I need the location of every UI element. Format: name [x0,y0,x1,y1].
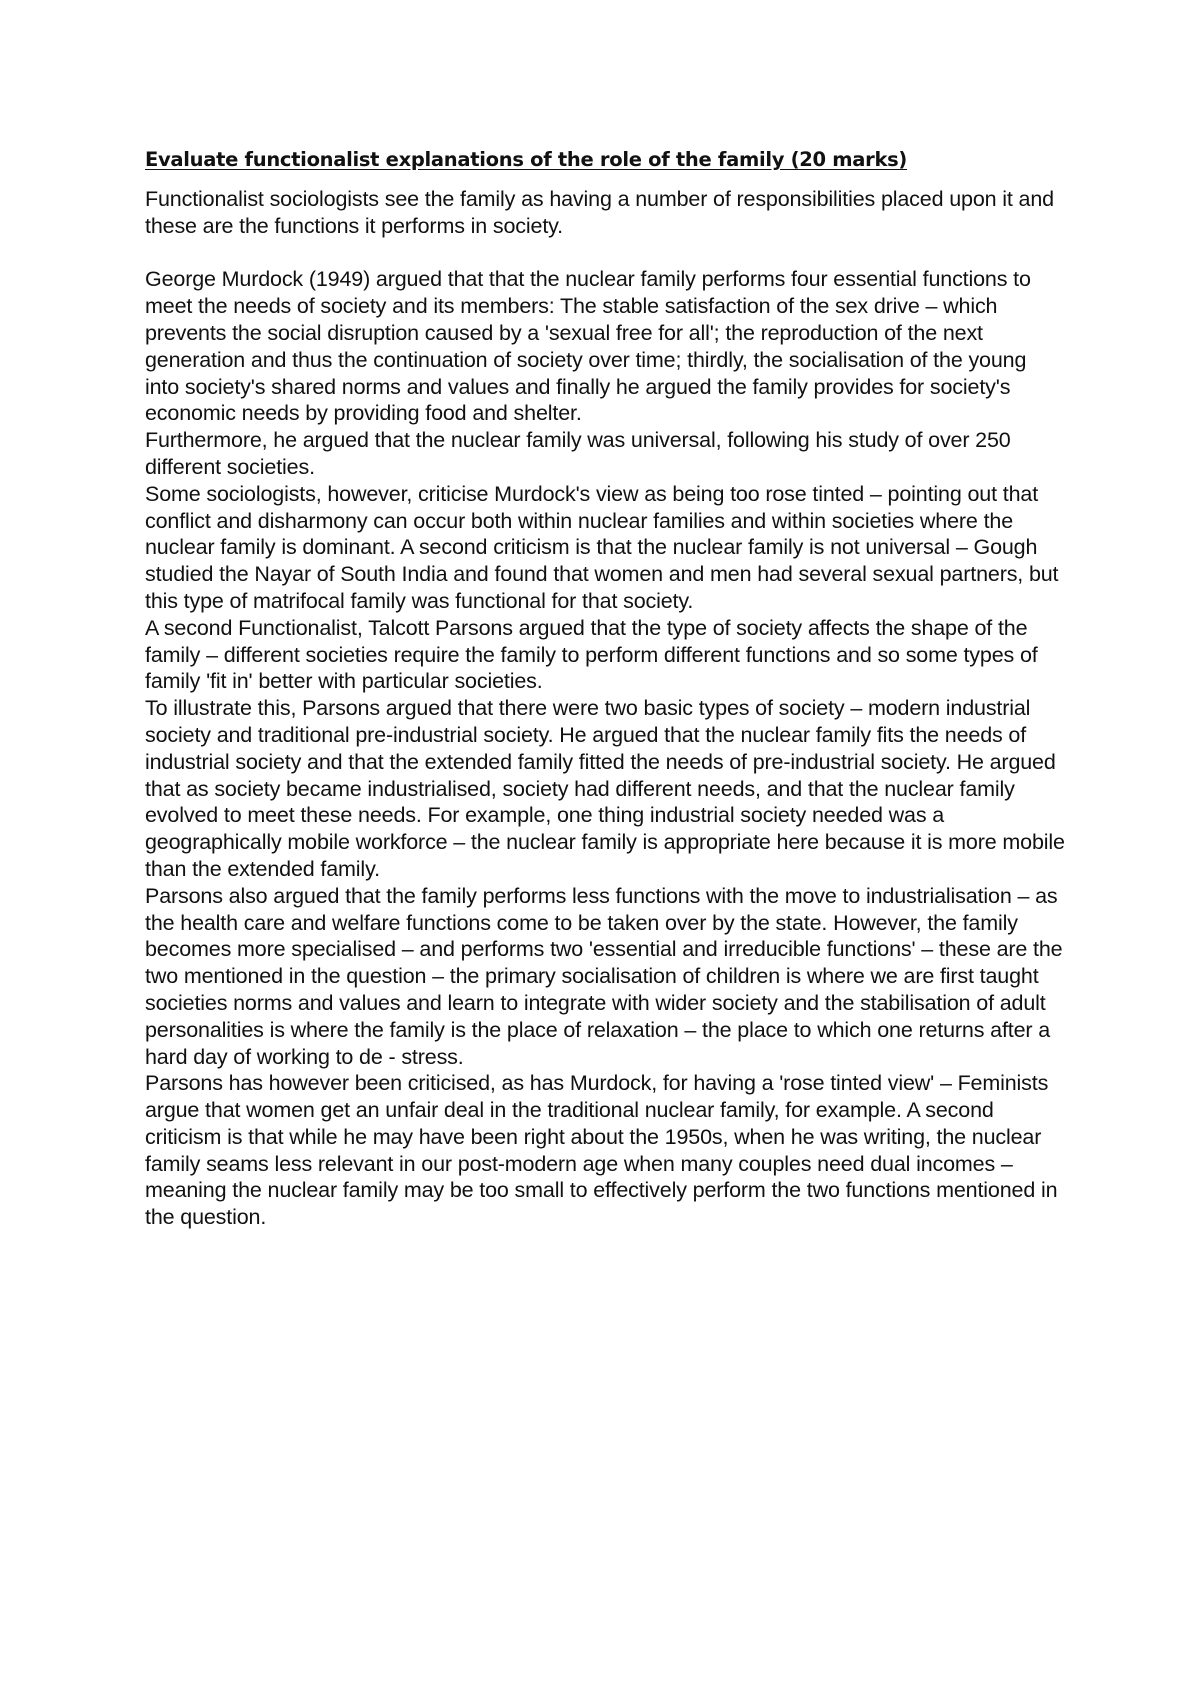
essay-title: Evaluate functionalist explanations of the role of the family (20 marks) [145,148,908,171]
paragraph-intro: Functionalist sociologists see the family as having a number of responsibilities placed upon it and these are the functions it performs in society. [145,187,1054,238]
paragraph-murdock-functions: George Murdock (1949) argued that that the nuclear family performs four essential functions to meet the needs of society and its members: The stable satisfaction of the sex drive – which prevents the social disruption caused by a 'sexual free for all'; the reproduction of the next generation and thus the continuation of society over time; thirdly, the socialisation of the young into society's shared norms and values and finally he argued the family provides for society's economic needs by providing food and shelter. [145,267,1031,426]
paragraph-parsons-criticism: Parsons has however been criticised, as has Murdock, for having a 'rose tinted view' – Feminists argue that women get an unfair deal in the traditional nuclear family, for example. A second criticism is that while he may have been right about the 1950s, when he was writing, the nuclear family seams less relevant in our post-modern age when many couples need dual incomes – meaning the nuclear family may be too small to effectively perform the two functions mentioned in the question. [145,1071,1058,1230]
paragraph-murdock-universal: Furthermore, he argued that the nuclear family was universal, following his study of over 250 different societies. [145,428,1011,479]
paragraph-parsons-fit: A second Functionalist, Talcott Parsons argued that the type of society affects the shape of the family – different societies require the family to perform different functions and so some types of family 'fit in' better with particular societies. [145,615,1038,694]
paragraph-parsons-functions: Parsons also argued that the family performs less functions with the move to industrialisation – as the health care and welfare functions come to be taken over by the state. However, the family becomes more specialised – and performs two 'essential and irreducible functions' – these are the two mentioned in the question – the primary socialisation of children is where we are first taught societies norms and values and learn to integrate with wider society and the stabilisation of adult personalities is where the family is the place of relaxation – the place to which one returns after a hard day of working to de - stress. [145,883,1063,1069]
paragraph-parsons-society-types: To illustrate this, Parsons argued that there were two basic types of society – modern industrial society and traditional pre-industrial society. He argued that the nuclear family fits the needs of industrial society and that the extended family fitted the needs of pre-industrial society. He argued that as society became industrialised, society had different needs, and that the nuclear family evolved to meet these needs. For example, one thing industrial society needed was a geographically mobile workforce – the nuclear family is appropriate here because it is more mobile than the extended family. [145,696,1065,881]
paragraph-murdock-criticism: Some sociologists, however, criticise Murdock's view as being too rose tinted – pointing out that conflict and disharmony can occur both within nuclear families and within societies where the nuclear family is dominant. A second criticism is that the nuclear family is not universal – Gough studied the Nayar of South India and found that women and men had several sexual partners, but this type of matrifocal family was functional for that society. [145,481,1059,613]
document-body [145,146,1065,1231]
